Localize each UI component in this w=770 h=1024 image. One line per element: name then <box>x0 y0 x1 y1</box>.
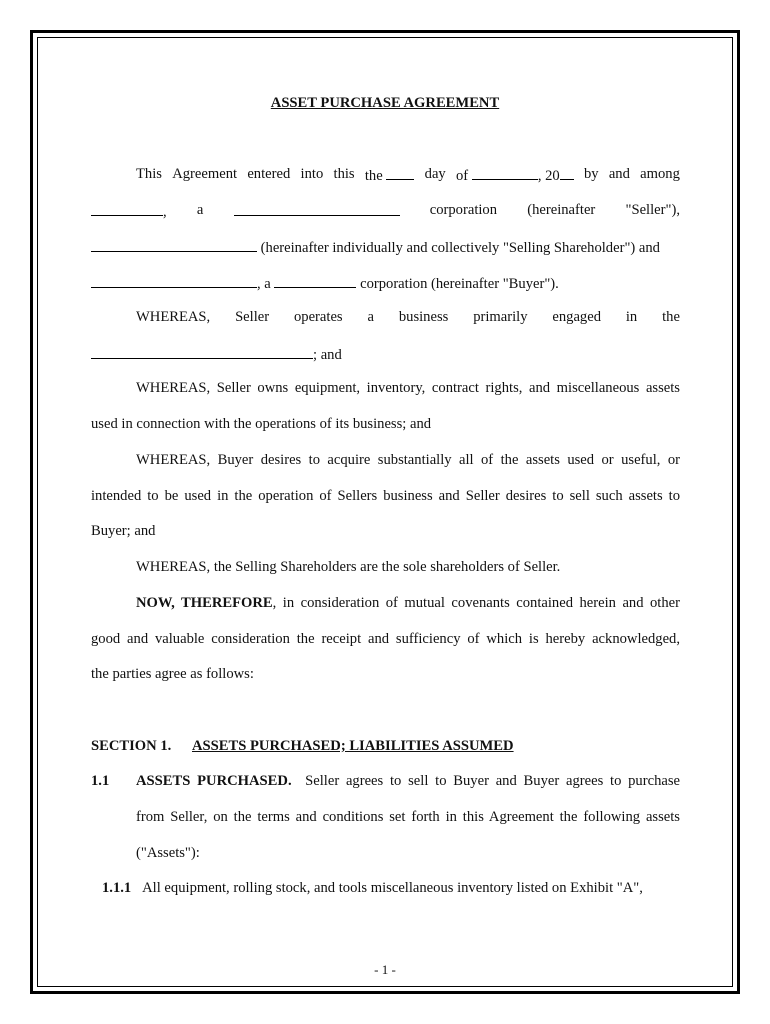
now-therefore-line-3: the parties agree as follows: <box>91 666 254 682</box>
whereas-1-line-1: WHEREAS, Seller operates a business primarily engaged in the <box>136 309 680 325</box>
page-number: - 1 - <box>374 962 396 977</box>
clause-1-1-number: 1.1 <box>91 773 110 789</box>
month-blank <box>472 165 538 180</box>
preamble-line-2: , a corporation (hereinafter "Seller"), <box>91 201 680 221</box>
preamble-line-1: This Agreement entered into this the day of , 20 by and among <box>136 166 680 184</box>
section-1-heading: SECTION 1. ASSETS PURCHASED; LIABILITIES ASSUMED <box>91 738 514 754</box>
clause-1-1-line-3: ("Assets"): <box>136 845 200 861</box>
seller-name-blank <box>91 201 163 216</box>
shareholder-blank <box>91 237 257 252</box>
whereas-1-line-2: ; and <box>91 344 342 364</box>
day-blank <box>386 165 414 180</box>
whereas-2-line-1: WHEREAS, Seller owns equipment, inventory, contract rights, and miscellaneous assets <box>136 380 680 396</box>
clause-1-1-line-2: from Seller, on the terms and conditions set forth in this Agreement the following assets <box>136 809 680 825</box>
buyer-state-blank <box>274 273 356 288</box>
document-title: ASSET PURCHASE AGREEMENT <box>270 95 500 111</box>
whereas-3-line-3: Buyer; and <box>91 523 156 539</box>
whereas-3-line-2: intended to be used in the operation of Sellers business and Seller desires to sell such assets to <box>91 488 680 504</box>
preamble-line-3: (hereinafter individually and collectively "Selling Shareholder") and <box>91 237 660 257</box>
seller-state-blank <box>234 201 400 216</box>
whereas-2-line-2: used in connection with the operations of its business; and <box>91 416 432 432</box>
business-blank <box>91 344 313 359</box>
now-therefore-line-2: good and valuable consideration the receipt and sufficiency of which is hereby acknowledged, <box>91 631 680 647</box>
preamble-line-4: , a corporation (hereinafter "Buyer"). <box>91 273 559 293</box>
now-therefore-line-1: NOW, THEREFORE, in consideration of mutual covenants contained herein and other <box>136 595 680 611</box>
buyer-name-blank <box>91 273 257 288</box>
whereas-3-line-1: WHEREAS, Buyer desires to acquire substantially all of the assets used or useful, or <box>136 452 680 468</box>
clause-1-1-1: 1.1.1 All equipment, rolling stock, and tools miscellaneous inventory listed on Exhibit "A", <box>102 880 643 896</box>
whereas-4: WHEREAS, the Selling Shareholders are the sole shareholders of Seller. <box>136 559 561 575</box>
clause-1-1-line-1: ASSETS PURCHASED. Seller agrees to sell to Buyer and Buyer agrees to purchase <box>136 773 680 789</box>
year-blank <box>560 165 574 180</box>
